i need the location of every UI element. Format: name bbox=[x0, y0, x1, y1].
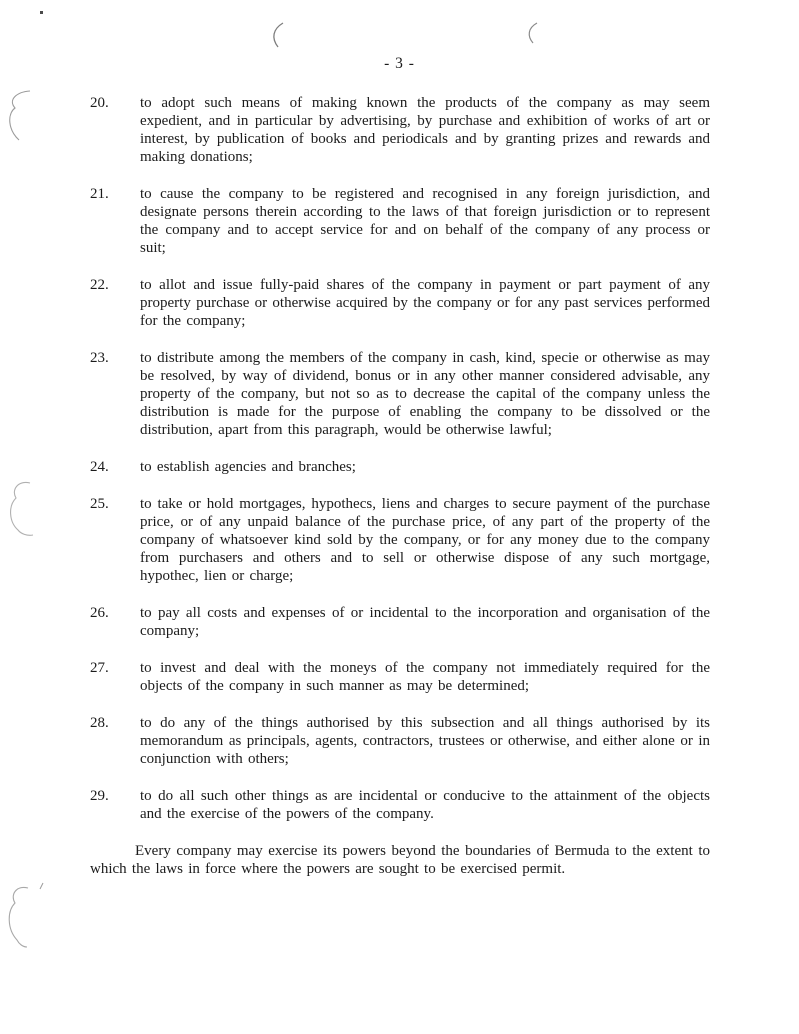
item-text: to invest and deal with the moneys of the company not immediately required for the objects of the company in such manner as may be determined; bbox=[140, 660, 710, 694]
scan-arc-artifact bbox=[268, 21, 286, 49]
page-number: - 3 - bbox=[384, 55, 415, 72]
scan-brace-artifact bbox=[6, 478, 40, 540]
item-number: 25. bbox=[90, 496, 109, 512]
list-item-25 bbox=[90, 495, 710, 585]
list-item-29 bbox=[90, 787, 710, 823]
item-number: 27. bbox=[90, 660, 109, 676]
item-text: to cause the company to be registered and recognised in any foreign jurisdiction, and designate persons therein according to the laws of that foreign jurisdiction or to represent the company and to accept service for and on behalf of the company of any process or suit; bbox=[140, 186, 710, 256]
scan-brace-artifact bbox=[4, 88, 34, 144]
item-text: to distribute among the members of the company in cash, kind, specie or otherwise as may be resolved, by way of dividend, bonus or in any other manner considered advisable, any property of the company, but not so as to decrease the capital of the company unless the distribution is made for the purpose of enabling the company to be dissolved or the distribution, apart from this paragraph, would be otherwise lawful; bbox=[140, 350, 710, 438]
list-item-22 bbox=[90, 276, 710, 330]
document-body bbox=[90, 94, 710, 878]
list-item-20 bbox=[90, 94, 710, 166]
item-number: 22. bbox=[90, 277, 109, 293]
item-number: 24. bbox=[90, 459, 109, 475]
item-number: 26. bbox=[90, 605, 109, 621]
scan-brace-artifact bbox=[5, 880, 49, 952]
item-number: 29. bbox=[90, 788, 109, 804]
item-number: 28. bbox=[90, 715, 109, 731]
item-text: to do any of the things authorised by this subsection and all things authorised by its memorandum as principals, agents, contractors, trustees or otherwise, and either alone or in conjunction with others; bbox=[140, 715, 710, 767]
item-text: to do all such other things as are incidental or conducive to the attainment of the objects and the exercise of the powers of the company. bbox=[140, 788, 710, 822]
list-item-27 bbox=[90, 659, 710, 695]
item-number: 23. bbox=[90, 350, 109, 366]
item-number: 20. bbox=[90, 95, 109, 111]
list-item-23 bbox=[90, 349, 710, 439]
scan-dot-artifact bbox=[40, 11, 43, 14]
list-item-28 bbox=[90, 714, 710, 768]
list-item-24 bbox=[90, 458, 710, 476]
item-text: to pay all costs and expenses of or incidental to the incorporation and organisation of the company; bbox=[140, 605, 710, 639]
item-number: 21. bbox=[90, 186, 109, 202]
item-text: to adopt such means of making known the products of the company as may seem expedient, and in particular by advertising, by purchase and exhibition of works of art or interest, by publication of books and periodicals and by granting prizes and rewards and making donations; bbox=[140, 95, 710, 165]
item-text: to take or hold mortgages, hypothecs, liens and charges to secure payment of the purchase price, or of any unpaid balance of the purchase price, of any part of the property of the company of whatsoever kind sold by the company, or for any money due to the company from purchasers and others and to sell or otherwise dispose of any such mortgage, hypothec, lien or charge; bbox=[140, 496, 710, 584]
list-item-21 bbox=[90, 185, 710, 257]
scan-arc-artifact bbox=[524, 21, 540, 45]
item-text: to establish agencies and branches; bbox=[140, 459, 356, 475]
item-text: to allot and issue fully-paid shares of the company in payment or part payment of any property purchase or otherwise acquired by the company or for any past services performed for the company; bbox=[140, 277, 710, 329]
list-item-26 bbox=[90, 604, 710, 640]
closing-paragraph: Every company may exercise its powers beyond the boundaries of Bermuda to the extent to which the laws in force where the powers are sought to be exercised permit. bbox=[90, 843, 710, 877]
